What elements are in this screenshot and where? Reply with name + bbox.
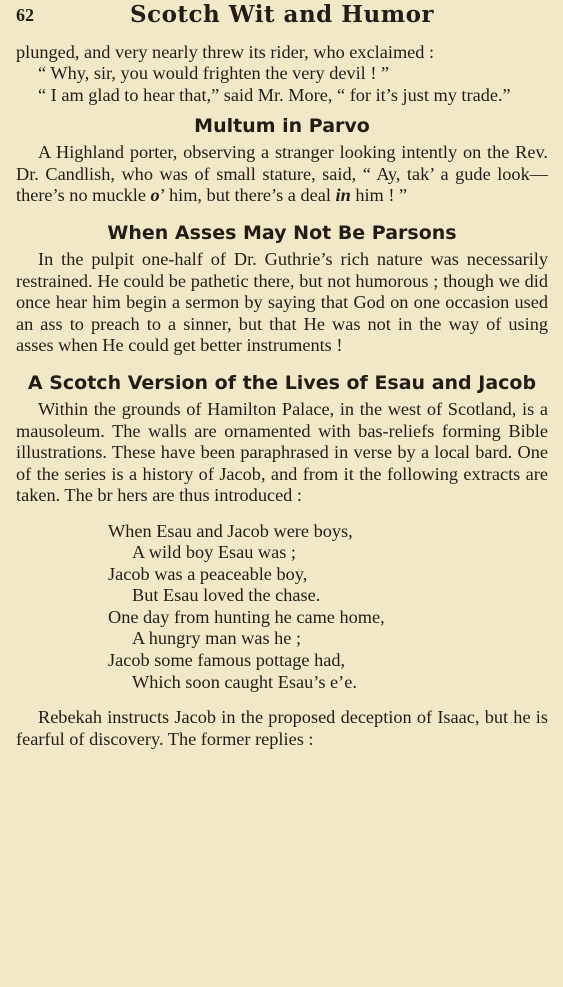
text-span: ’ him, but there’s a deal (159, 185, 336, 206)
poem-line: A wild boy Esau was ; (132, 542, 297, 563)
poem-esau-jacob (108, 521, 548, 694)
page-header (16, 0, 548, 42)
opening-text (16, 42, 548, 106)
paragraph-hamilton-palace: Within the grounds of Hamilton Palace, in the west of Scotland, is a mausoleum. The walls are ornamented with bas-reliefs forming Bible illustrations. These have been paraphrased in verse by a local bard. One of the series is a history of Jacob, and from it the following extracts are taken. The br hers are thus introduced : (16, 399, 548, 506)
poem-line: A hungry man was he ; (132, 628, 302, 649)
poem-line: Jacob was a peaceable boy, (108, 563, 308, 584)
paragraph-highland-porter (16, 142, 548, 206)
section-title-multum-in-parvo: Multum in Parvo (194, 115, 370, 138)
opening-paragraph: plunged, and very nearly threw its rider, who exclaimed : (16, 42, 435, 62)
section-title-asses-parsons: When Asses May Not Be Parsons (107, 222, 457, 245)
poem-line: When Esau and Jacob were boys, (108, 520, 353, 541)
poem-line: But Esau loved the chase. (132, 585, 321, 606)
text-span: A Highland porter, observing a stranger looking intently on the Rev. Dr. Candlish, who was of small stature, said, “ Ay, tak’ a gude look—there’s no muckle (16, 142, 548, 206)
section-title-esau-jacob: A Scotch Version of the Lives of Esau and Jacob (27, 372, 537, 395)
quote-trade: “ I am glad to hear that,” said Mr. More, “ for it’s just my trade.” (38, 84, 511, 105)
paragraph-rebekah: Rebekah instructs Jacob in the proposed deception of Isaac, but he is fearful of discovery. The former replies : (16, 707, 548, 749)
poem-line: Jacob some famous pottage had, (108, 650, 346, 671)
text-span: him ! ” (350, 185, 408, 206)
italic-o: o (150, 185, 160, 206)
quote-devil: “ Why, sir, you would frighten the very devil ! ” (38, 63, 390, 84)
page-number: 62 (16, 5, 34, 25)
poem-line: One day from hunting he came home, (108, 606, 385, 627)
poem-line: Which soon caught Esau’s e’e. (132, 671, 357, 692)
italic-in: in (335, 185, 351, 206)
running-title: Scotch Wit and Humor (129, 1, 435, 28)
paragraph-guthrie: In the pulpit one-half of Dr. Guthrie’s rich nature was necessarily restrained. He could be pathetic there, but not humorous ; though we did once hear him begin a sermon by saying that God on one occasion used an ass to preach to a sinner, but that He was not in the way of using asses when He could get better instruments ! (16, 249, 548, 356)
